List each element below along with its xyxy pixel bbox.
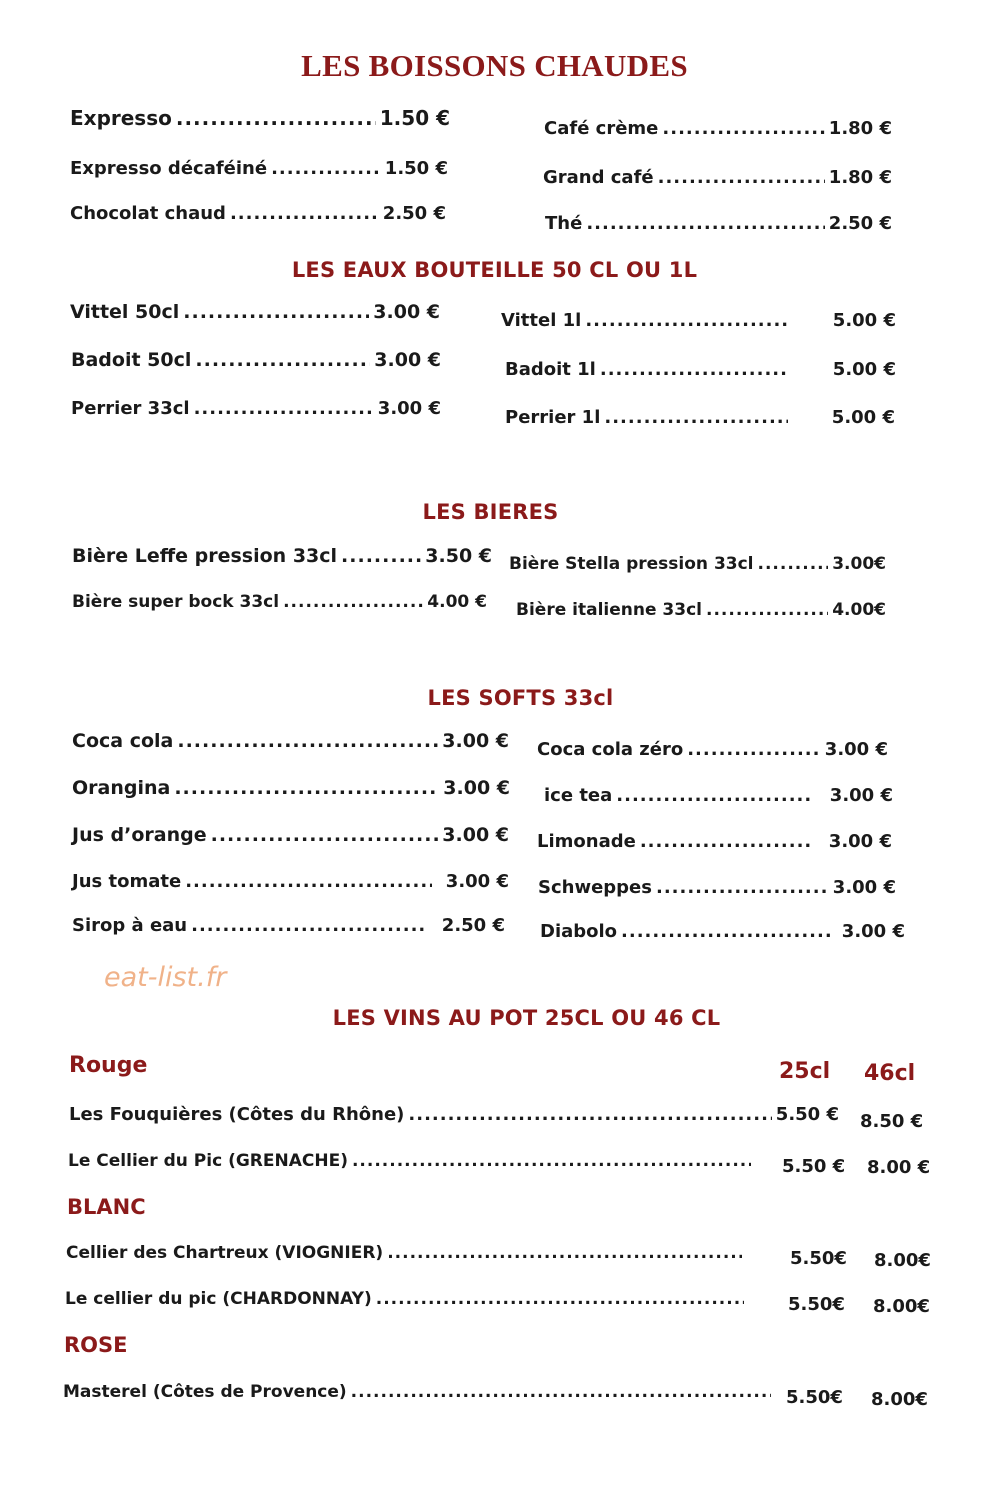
dot-leader: [585, 310, 788, 331]
item-name: Le cellier du pic (CHARDONNAY): [65, 1289, 372, 1309]
price-25cl: 5.50 €: [775, 1104, 839, 1125]
item-price: 3.00 €: [442, 730, 509, 752]
dot-leader: [185, 871, 432, 892]
item-price: 4.00 €: [427, 592, 487, 612]
wine-category-rose: ROSE: [64, 1333, 128, 1357]
menu-item: [72, 915, 505, 936]
item-name: Expresso: [70, 106, 172, 130]
menu-item: [537, 831, 892, 852]
menu-item: [72, 545, 492, 567]
price-25cl: 5.50 €: [782, 1156, 846, 1177]
wine-row: [66, 1243, 746, 1263]
menu-item: [545, 213, 892, 234]
item-name: Le Cellier du Pic (GRENACHE): [68, 1151, 348, 1171]
watermark: eat-list.fr: [104, 962, 227, 993]
menu-item: [70, 158, 448, 179]
item-name: Sirop à eau: [72, 915, 188, 936]
item-name: Schweppes: [538, 877, 652, 898]
menu-item: [72, 824, 509, 846]
dot-leader: [352, 1151, 751, 1171]
wine-category-rouge: Rouge: [69, 1053, 148, 1078]
item-name: Expresso décaféiné: [70, 158, 268, 179]
price-25cl: 5.50€: [790, 1248, 847, 1269]
item-name: Cellier des Chartreux (VIOGNIER): [66, 1243, 384, 1263]
menu-item: [544, 785, 893, 806]
dot-leader: [230, 203, 379, 224]
menu-item: [509, 554, 886, 574]
item-price: 1.80 €: [828, 167, 892, 188]
item-name: Diabolo: [540, 921, 618, 942]
section-title-beers: LES BIERES: [422, 500, 559, 524]
item-price: 3.00€: [832, 554, 886, 574]
item-price: 3.00 €: [445, 871, 509, 892]
item-name: Bière super bock 33cl: [72, 592, 280, 612]
menu-item: [537, 739, 888, 760]
dot-leader: [706, 600, 828, 620]
item-name: Vittel 50cl: [70, 301, 180, 323]
price-46cl: 8.00€: [874, 1250, 931, 1271]
menu-item: [72, 777, 510, 799]
price-25cl: 5.50€: [788, 1294, 845, 1315]
item-price: 5.00 €: [832, 310, 896, 331]
item-price: 4.00€: [832, 600, 886, 620]
wine-row: [69, 1104, 839, 1125]
item-price: 5.00 €: [831, 407, 895, 428]
item-price: 3.00 €: [443, 777, 510, 799]
section-title-softs: LES SOFTS 33cl: [427, 686, 614, 710]
item-name: Badoit 50cl: [71, 349, 192, 371]
item-name: ice tea: [544, 785, 613, 806]
item-price: 1.50 €: [379, 106, 450, 130]
item-price: 3.00 €: [373, 301, 440, 323]
menu-item: [71, 398, 441, 419]
dot-leader: [211, 824, 439, 846]
dot-leader: [271, 158, 381, 179]
menu-item: [543, 167, 892, 188]
menu-item: [516, 600, 886, 620]
menu-item: [70, 106, 450, 130]
section-title-water: LES EAUX BOUTEILLE 50 CL OU 1L: [291, 258, 698, 282]
price-46cl: 8.00€: [873, 1296, 930, 1317]
wine-row: [65, 1289, 748, 1309]
dot-leader: [656, 877, 829, 898]
dot-leader: [191, 915, 424, 936]
price-46cl: 8.00 €: [867, 1157, 931, 1178]
item-price: 3.00 €: [824, 739, 888, 760]
item-name: Les Fouquières (Côtes du Rhône): [69, 1104, 405, 1125]
item-name: Jus tomate: [72, 871, 182, 892]
wine-row: [68, 1151, 755, 1171]
dot-leader: [600, 359, 789, 380]
dot-leader: [183, 301, 369, 323]
wine-category-blanc: BLANC: [67, 1195, 146, 1219]
dot-leader: [621, 921, 830, 942]
dot-leader: [616, 785, 814, 806]
dot-leader: [387, 1243, 742, 1263]
dot-leader: [586, 213, 824, 234]
item-name: Badoit 1l: [505, 359, 596, 380]
price-25cl: 5.50€: [786, 1387, 843, 1408]
item-price: 2.50 €: [382, 203, 446, 224]
item-price: 3.00 €: [828, 831, 892, 852]
dot-leader: [174, 777, 439, 799]
dot-leader: [177, 730, 438, 752]
menu-item: [540, 921, 905, 942]
item-price: 3.00 €: [377, 398, 441, 419]
item-price: 3.00 €: [374, 349, 441, 371]
item-price: 3.00 €: [442, 824, 509, 846]
item-price: 2.50 €: [441, 915, 505, 936]
item-name: Coca cola: [72, 730, 174, 752]
menu-item: [72, 730, 509, 752]
item-price: 5.00 €: [832, 359, 896, 380]
menu-item: [71, 349, 441, 371]
item-name: Grand café: [543, 167, 654, 188]
dot-leader: [351, 1382, 771, 1402]
item-name: Limonade: [537, 831, 636, 852]
item-price: 2.50 €: [828, 213, 892, 234]
dot-leader: [195, 349, 370, 371]
section-title-wines: LES VINS AU POT 25CL OU 46 CL: [332, 1006, 721, 1030]
dot-leader: [662, 118, 824, 139]
price-46cl: 8.50 €: [860, 1111, 924, 1132]
menu-item: [505, 407, 895, 428]
item-name: Vittel 1l: [501, 310, 582, 331]
item-price: 1.50 €: [384, 158, 448, 179]
item-name: Jus d’orange: [72, 824, 207, 846]
menu-item: [538, 877, 896, 898]
dot-leader: [194, 398, 374, 419]
menu-item: [505, 359, 896, 380]
dot-leader: [687, 739, 821, 760]
item-price: 1.80 €: [828, 118, 892, 139]
dot-leader: [758, 554, 829, 574]
item-price: 3.50 €: [425, 545, 492, 567]
dot-leader: [176, 106, 376, 130]
section-title-hot-drinks: LES BOISSONS CHAUDES: [301, 48, 688, 83]
dot-leader: [658, 167, 825, 188]
column-header-25cl: 25cl: [779, 1059, 831, 1084]
dot-leader: [376, 1289, 744, 1309]
item-price: 3.00 €: [832, 877, 896, 898]
dot-leader: [341, 545, 421, 567]
item-name: Café crème: [544, 118, 659, 139]
dot-leader: [408, 1104, 771, 1125]
item-price: 3.00 €: [829, 785, 893, 806]
item-name: Perrier 33cl: [71, 398, 190, 419]
wine-row: [63, 1382, 775, 1402]
menu-item: [501, 310, 896, 331]
menu-item: [72, 871, 509, 892]
column-header-46cl: 46cl: [864, 1061, 916, 1086]
item-name: Perrier 1l: [505, 407, 601, 428]
item-name: Masterel (Côtes de Provence): [63, 1382, 347, 1402]
item-price: 3.00 €: [841, 921, 905, 942]
dot-leader: [640, 831, 813, 852]
menu-item: [70, 301, 440, 323]
item-name: Orangina: [72, 777, 171, 799]
menu-item: [544, 118, 892, 139]
item-name: Bière italienne 33cl: [516, 600, 702, 620]
item-name: Thé: [545, 213, 583, 234]
dot-leader: [604, 407, 787, 428]
item-name: Bière Stella pression 33cl: [509, 554, 754, 574]
price-46cl: 8.00€: [871, 1389, 928, 1410]
dot-leader: [283, 592, 423, 612]
menu-item: [70, 203, 446, 224]
item-name: Bière Leffe pression 33cl: [72, 545, 338, 567]
item-name: Chocolat chaud: [70, 203, 226, 224]
menu-item: [72, 592, 487, 612]
item-name: Coca cola zéro: [537, 739, 684, 760]
